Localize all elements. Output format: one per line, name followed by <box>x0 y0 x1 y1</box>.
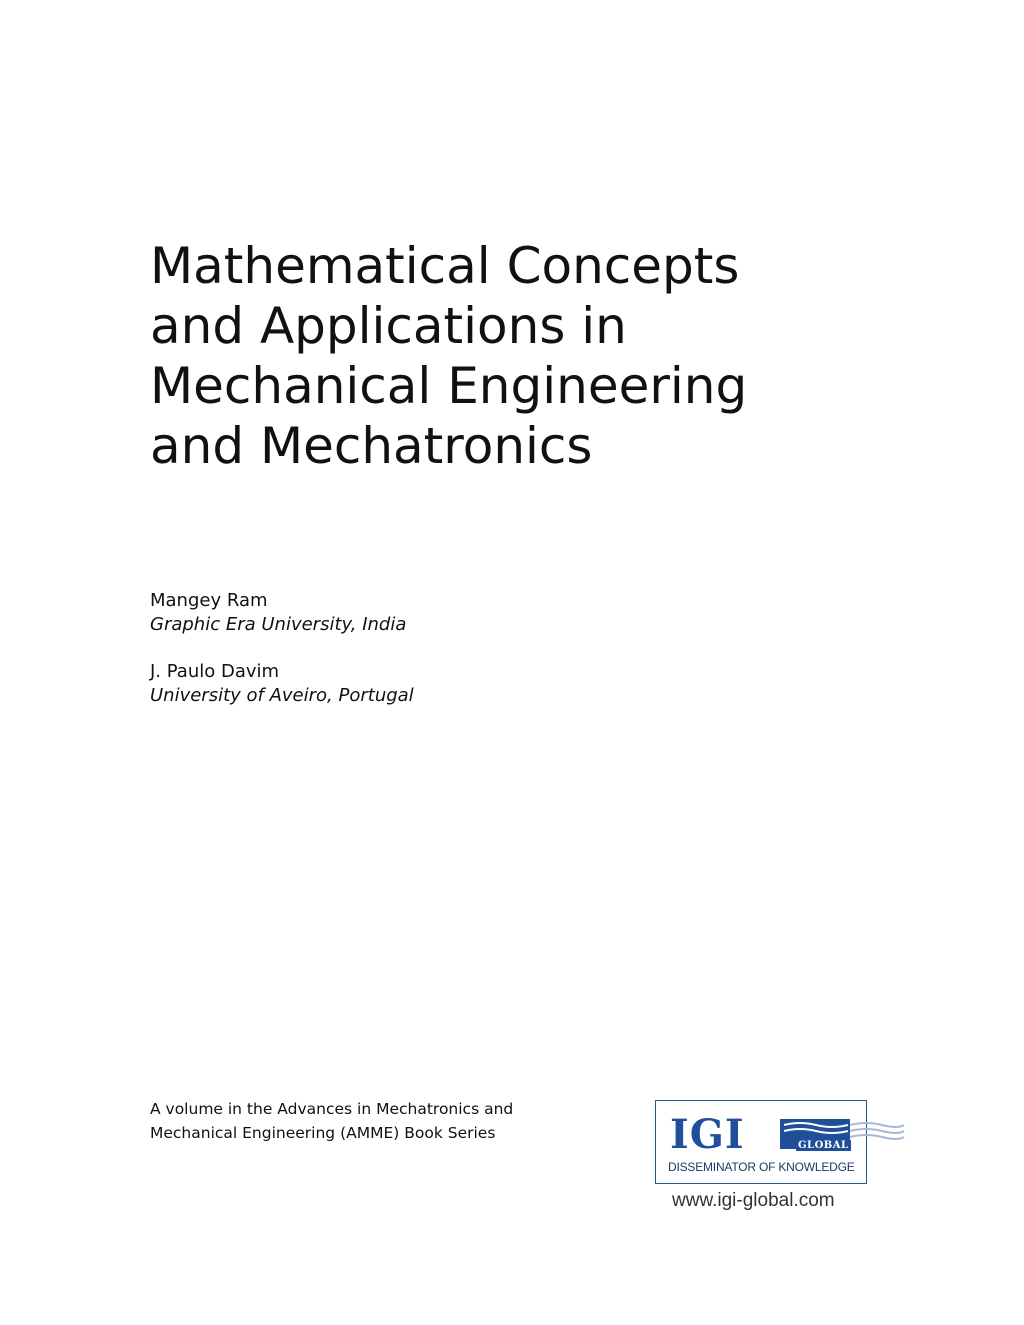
book-title-line: Mechanical Engineering <box>150 357 748 415</box>
logo-word: GLOBAL <box>798 1140 849 1151</box>
book-title-line: and Applications in <box>150 297 627 355</box>
author-entry <box>150 589 750 637</box>
author-entry <box>150 660 750 708</box>
publisher-url[interactable]: www.igi-global.com <box>672 1190 835 1211</box>
publisher-logo <box>655 1100 867 1184</box>
author-affiliation: Graphic Era University, India <box>150 614 407 635</box>
author-list <box>150 589 750 731</box>
book-title-line: Mathematical Concepts <box>150 237 740 295</box>
author-name: Mangey Ram <box>150 590 268 611</box>
book-title <box>150 236 910 476</box>
author-affiliation: University of Aveiro, Portugal <box>150 685 414 706</box>
logo-mark: IGI <box>670 1111 745 1158</box>
book-title-line: and Mechatronics <box>150 417 593 475</box>
series-note <box>150 1097 570 1145</box>
author-name: J. Paulo Davim <box>150 661 280 682</box>
series-note-line: A volume in the Advances in Mechatronics and <box>150 1100 514 1118</box>
logo-tagline: DISSEMINATOR OF KNOWLEDGE <box>668 1160 855 1174</box>
series-note-line: Mechanical Engineering (AMME) Book Series <box>150 1124 496 1142</box>
